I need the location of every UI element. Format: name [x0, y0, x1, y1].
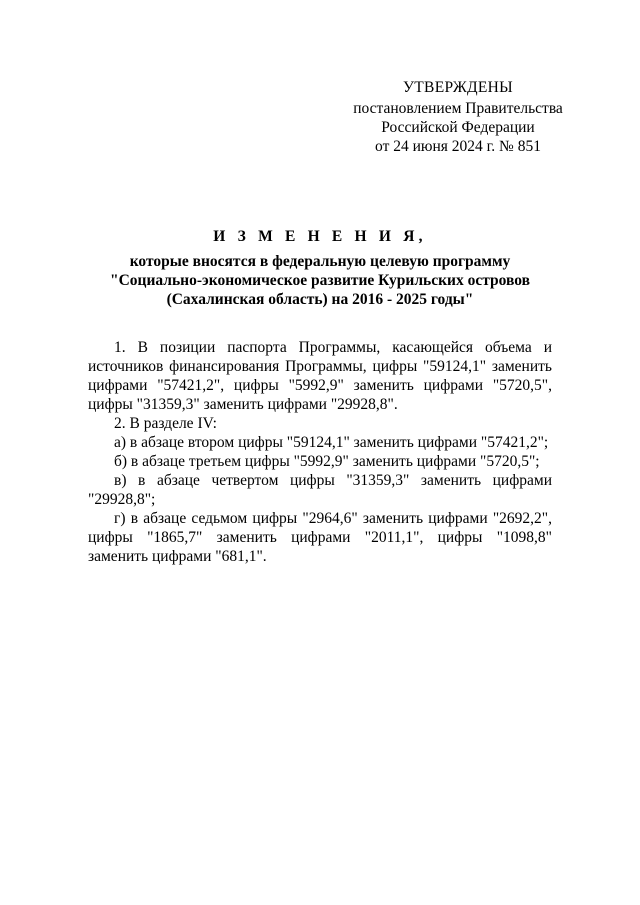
approval-line-2: Российской Федерации	[381, 119, 535, 136]
document-subtitle-line-2: "Социально-экономическое развитие Курильских островов	[109, 272, 531, 289]
approval-line-3: от 24 июня 2024 г. № 851	[375, 138, 541, 155]
paragraph-2d: г) в абзаце седьмом цифры "2964,6" заменить цифрами "2692,2", цифры "1865,7" заменить цифрами "2011,1", цифры "1098,8" заменить цифрами "681,1".	[88, 510, 552, 565]
document-subtitle-line-1: которые вносятся в федеральную целевую программу	[129, 253, 511, 270]
paragraph-2b: б) в абзаце третьем цифры "5992,9" заменить цифрами "5720,5";	[114, 453, 540, 470]
paragraph-2a: а) в абзаце втором цифры "59124,1" заменить цифрами "57421,2";	[114, 434, 549, 451]
approval-line-1: постановлением Правительства	[353, 100, 563, 117]
paragraph-2: 2. В разделе IV:	[114, 415, 217, 432]
approval-block	[338, 78, 578, 156]
document-title-block	[80, 227, 560, 309]
paragraph-2c: в) в абзаце четвертом цифры "31359,3" заменить цифрами "29928,8";	[88, 472, 552, 508]
document-heading: И З М Е Н Е Н И Я,	[213, 228, 427, 245]
approval-title: УТВЕРЖДЕНЫ	[403, 79, 513, 96]
document-body	[88, 338, 552, 566]
paragraph-1: 1. В позиции паспорта Программы, касающейся объема и источников финансирования Программы, цифры "59124,1" заменить цифрами "57421,2", цифры "5992,9" заменить цифрами "5720,5", цифры "31359,3" заменить цифрами "29928,8".	[88, 339, 552, 413]
document-subtitle-line-3: (Сахалинская область) на 2016 - 2025 годы"	[166, 291, 474, 308]
